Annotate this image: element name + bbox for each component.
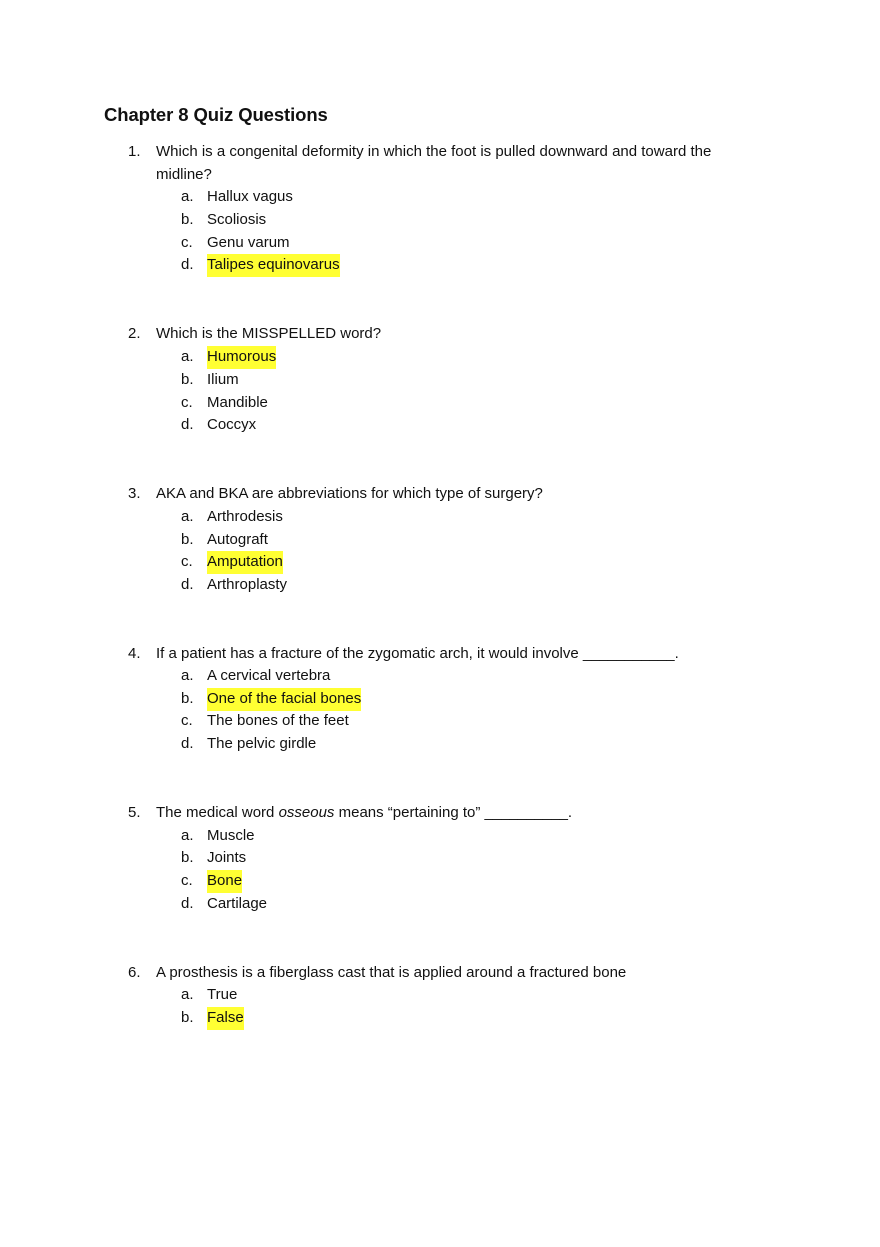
- option-c: [0, 870, 880, 893]
- option-text: Genu varum: [207, 234, 290, 251]
- option-d: [0, 574, 880, 597]
- option-letter: d.: [181, 576, 194, 593]
- option-letter: a.: [181, 827, 194, 844]
- question-text: Which is the MISSPELLED word?: [156, 325, 382, 342]
- option-letter: c.: [181, 553, 193, 570]
- option-c: [0, 551, 880, 574]
- question-number: 6.: [128, 964, 141, 981]
- option-b: [0, 688, 880, 711]
- option-d: [0, 254, 880, 277]
- option-letter: b.: [181, 531, 194, 548]
- option-text: Mandible: [207, 394, 268, 411]
- option-d: [0, 414, 880, 437]
- option-letter: a.: [181, 348, 194, 365]
- option-text: Cartilage: [207, 895, 268, 912]
- option-text: Arthroplasty: [207, 576, 288, 593]
- option-letter: b.: [181, 690, 194, 707]
- italic-term: osseous: [278, 804, 335, 821]
- option-letter: b.: [181, 849, 194, 866]
- option-text: Coccyx: [207, 416, 257, 433]
- option-text: Scoliosis: [207, 211, 267, 228]
- question-text: If a patient has a fracture of the zygomatic arch, it would involve ___________.: [156, 645, 679, 662]
- option-a: [0, 186, 880, 209]
- highlighted-answer: One of the facial bones: [207, 688, 361, 711]
- option-letter: b.: [181, 371, 194, 388]
- option-text: Muscle: [207, 827, 255, 844]
- option-letter: c.: [181, 394, 193, 411]
- option-a: [0, 506, 880, 529]
- question-number: 5.: [128, 804, 141, 821]
- question-text: Which is a congenital deformity in which the foot is pulled downward and toward the midline?: [156, 143, 712, 183]
- option-c: [0, 710, 880, 733]
- option-b: [0, 369, 880, 392]
- option-text: Hallux vagus: [207, 188, 293, 205]
- option-letter: b.: [181, 211, 194, 228]
- option-letter: c.: [181, 872, 193, 889]
- option-letter: d.: [181, 895, 194, 912]
- option-letter: c.: [181, 234, 193, 251]
- question-text: A prosthesis is a fiberglass cast that is applied around a fractured bone: [156, 964, 627, 981]
- option-a: [0, 825, 880, 848]
- highlighted-answer: Talipes equinovarus: [207, 254, 340, 277]
- option-text: The bones of the feet: [207, 712, 349, 729]
- option-b: [0, 1007, 880, 1030]
- option-text: Autograft: [207, 531, 268, 548]
- option-c: [0, 392, 880, 415]
- option-b: [0, 847, 880, 870]
- option-b: [0, 529, 880, 552]
- option-text: True: [207, 986, 238, 1003]
- option-letter: a.: [181, 188, 194, 205]
- page-title: Chapter 8 Quiz Questions: [104, 104, 328, 125]
- question-text-start: The medical word: [156, 804, 279, 821]
- question-number: 2.: [128, 325, 141, 342]
- question-text: [156, 802, 766, 825]
- highlighted-answer: Bone: [207, 870, 242, 893]
- option-letter: a.: [181, 986, 194, 1003]
- question-number: 4.: [128, 645, 141, 662]
- option-letter: c.: [181, 712, 193, 729]
- highlighted-answer: False: [207, 1007, 244, 1030]
- option-text: Ilium: [207, 371, 239, 388]
- highlighted-answer: Humorous: [207, 346, 276, 369]
- option-letter: d.: [181, 735, 194, 752]
- option-text: Arthrodesis: [207, 508, 283, 525]
- highlighted-answer: Amputation: [207, 551, 283, 574]
- option-c: [0, 232, 880, 255]
- option-b: [0, 209, 880, 232]
- option-letter: a.: [181, 667, 194, 684]
- option-text: Joints: [207, 849, 247, 866]
- option-letter: b.: [181, 1009, 194, 1026]
- option-a: [0, 665, 880, 688]
- option-a: [0, 346, 880, 369]
- option-a: [0, 984, 880, 1007]
- option-letter: a.: [181, 508, 194, 525]
- option-letter: d.: [181, 416, 194, 433]
- question-number: 1.: [128, 143, 141, 160]
- question-number: 3.: [128, 485, 141, 502]
- option-text: A cervical vertebra: [207, 667, 331, 684]
- question-text: AKA and BKA are abbreviations for which type of surgery?: [156, 485, 543, 502]
- option-letter: d.: [181, 256, 194, 273]
- option-d: [0, 733, 880, 756]
- option-d: [0, 893, 880, 916]
- question-text-end: means “pertaining to” __________.: [334, 804, 573, 821]
- option-text: The pelvic girdle: [207, 735, 317, 752]
